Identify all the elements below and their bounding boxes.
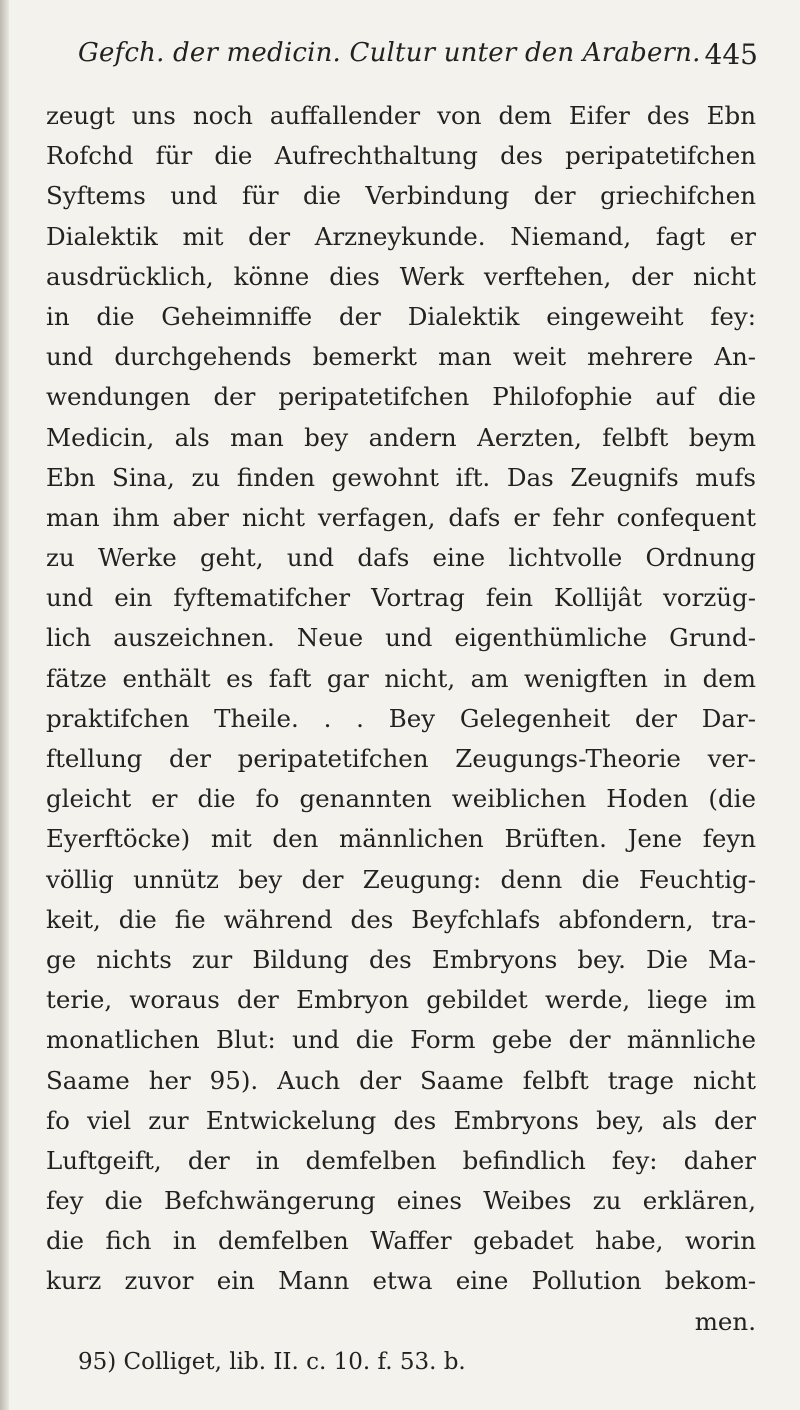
text-line: zu Werke geht, und dafs eine lichtvolle Ordnung	[46, 543, 756, 573]
text-line: Rofchd für die Aufrechthaltung des peripatetifchen	[46, 141, 756, 171]
text-line: Luftgeift, der in demfelben befindlich fey: daher	[46, 1145, 756, 1175]
text-line: man ihm aber nicht verfagen, dafs er fehr confequent	[46, 502, 756, 532]
text-line: Ebn Sina, zu finden gewohnt ift. Das Zeugnifs mufs	[46, 462, 756, 492]
text-line: und ein fyftematifcher Vortrag fein Kollijât vorzüg-	[46, 583, 756, 613]
text-line: praktifchen Theile. . . Bey Gelegenheit der Dar-	[46, 703, 756, 733]
text-line: Syftems und für die Verbindung der griechifchen	[46, 181, 756, 211]
text-line: die fich in demfelben Waffer gebadet habe, worin	[46, 1226, 756, 1256]
text-line: gleicht er die fo genannten weiblichen Hoden (die	[46, 784, 756, 814]
running-head: Gefch. der medicin. Cultur unter den Arabern.	[78, 38, 701, 68]
text-line-last: men.	[694, 1306, 756, 1336]
text-line: fo viel zur Entwickelung des Embryons bey, als der	[46, 1105, 756, 1135]
text-line: Saame her 95). Auch der Saame felbft trage nicht	[46, 1065, 756, 1095]
text-line: Medicin, als man bey andern Aerzten, felbft beym	[46, 422, 756, 452]
text-line: und durchgehends bemerkt man weit mehrere An-	[46, 342, 756, 372]
text-line: ausdrücklich, könne dies Werk verftehen, der nicht	[46, 261, 756, 291]
footnote: 95) Colliget, lib. II. c. 10. f. 53. b.	[78, 1349, 466, 1375]
text-line: völlig unnütz bey der Zeugung: denn die Feuchtig-	[46, 864, 756, 894]
text-line: Dialektik mit der Arzneykunde. Niemand, fagt er	[46, 221, 756, 251]
page-header	[78, 38, 768, 82]
text-line: fätze enthält es faft gar nicht, am wenigften in dem	[46, 663, 756, 693]
text-line: keit, die fie während des Beyfchlafs abfondern, tra-	[46, 904, 756, 934]
page-number: 445	[704, 38, 758, 71]
text-line: wendungen der peripatetifchen Philofophie auf die	[46, 382, 756, 412]
text-line: in die Geheimniffe der Dialektik eingeweiht fey:	[46, 301, 756, 331]
page-edge-shadow	[0, 0, 9, 1410]
text-line: kurz zuvor ein Mann etwa eine Pollution bekom-	[46, 1266, 756, 1296]
text-line: terie, woraus der Embryon gebildet werde, liege im	[46, 985, 756, 1015]
text-line: monatlichen Blut: und die Form gebe der männliche	[46, 1025, 756, 1055]
text-line: Eyerftöcke) mit den männlichen Brüften. Jene feyn	[46, 824, 756, 854]
text-line: ge nichts zur Bildung des Embryons bey. Die Ma-	[46, 944, 756, 974]
text-line: lich auszeichnen. Neue und eigenthümliche Grund-	[46, 623, 756, 653]
text-line: zeugt uns noch auffallender von dem Eifer des Ebn	[46, 101, 756, 130]
text-line: ftellung der peripatetifchen Zeugungs-Theorie ver-	[46, 744, 756, 773]
body-text	[46, 96, 756, 1342]
text-line: fey die Befchwängerung eines Weibes zu erklären,	[46, 1186, 756, 1216]
